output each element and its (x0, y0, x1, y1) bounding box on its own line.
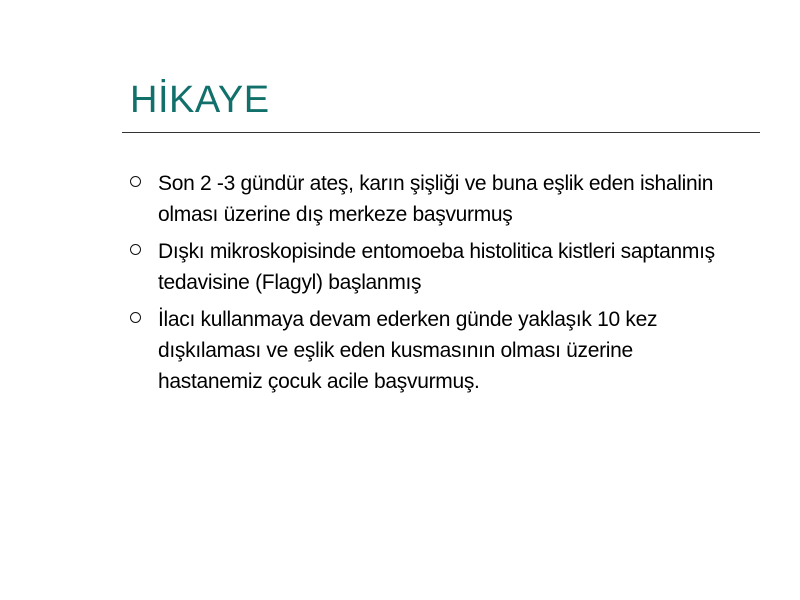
bullet-list (128, 168, 718, 403)
bullet-item (128, 236, 718, 298)
bullet-text: Dışkı mikroskopisinde entomoeba histolitica kistleri saptanmış tedavisine (Flagyl) başlanmış (158, 240, 715, 294)
hollow-circle-bullet-icon (130, 312, 141, 323)
bullet-item (128, 168, 718, 230)
hollow-circle-bullet-icon (130, 176, 141, 187)
hollow-circle-bullet-icon (130, 244, 141, 255)
title-divider (122, 132, 760, 133)
slide-title: HİKAYE (130, 79, 270, 121)
bullet-text: Son 2 -3 gündür ateş, karın şişliği ve buna eşlik eden ishalinin olması üzerine dış merkeze başvurmuş (158, 172, 714, 226)
bullet-item (128, 304, 718, 397)
bullet-text: İlacı kullanmaya devam ederken günde yaklaşık 10 kez dışkılaması ve eşlik eden kusmasının olması üzerine hastanemiz çocuk acile başvurmuş. (158, 308, 658, 393)
